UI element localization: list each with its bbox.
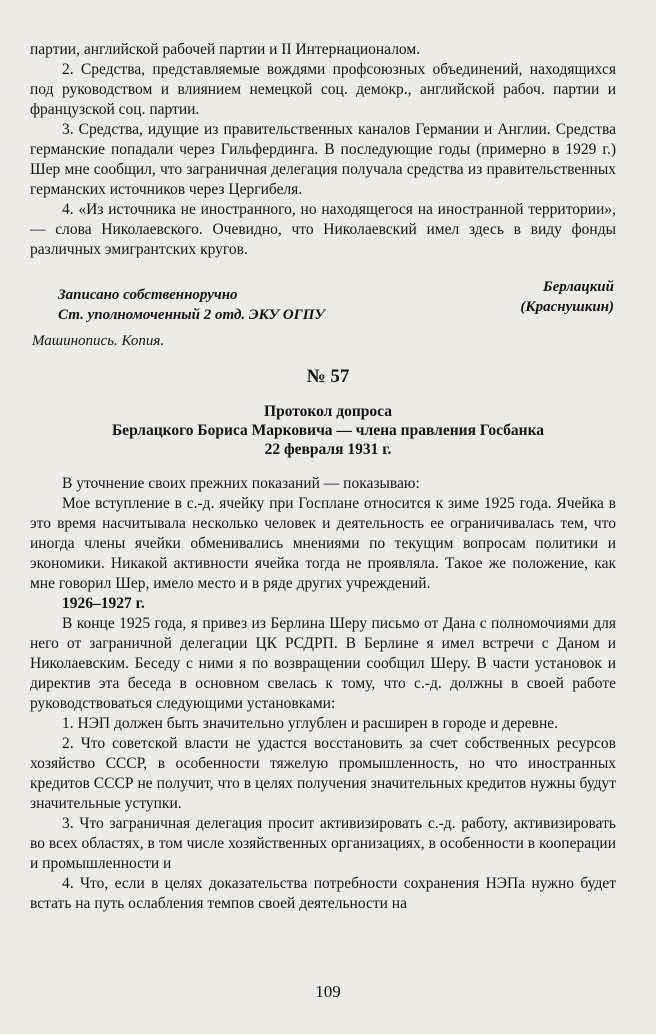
- signature-alias: (Краснушкин): [520, 299, 614, 315]
- paragraph: 4. Что, если в целях доказательства потребности сохранения НЭПа нужно будет встать на путь ослабления темпов своей деятельности на: [30, 875, 616, 912]
- title-line2: Берлацкого Бориса Марковича — члена правления Госбанка: [111, 422, 545, 439]
- period-subheading: 1926–1927 г.: [62, 595, 145, 612]
- body-text-block: [30, 474, 616, 914]
- document-title: [0, 402, 656, 459]
- paragraph: 2. Что советской власти не удастся восстановить за счет собственных ресурсов хозяйство СССР, в особенности тяжелую промышленность, но что иностранных кредитов СССР не получит, что в целях получения значительных кредитов нужны будут значительные уступки.: [30, 735, 616, 812]
- paragraph: 3. Что заграничная делегация просит активизировать с.-д. работу, активизировать во всех областях, в том числе хозяйственных организациях, в особенности в кооперации и промышленности и: [30, 815, 616, 872]
- page-number: 109: [315, 982, 341, 1001]
- signature-left: [58, 285, 325, 325]
- signature-left-line1: Записано собственноручно: [58, 287, 238, 303]
- signature-right: [520, 277, 614, 317]
- paragraph: 2. Средства, представляемые вождями профсоюзных объединений, находящихся под руководством и влиянием немецкой соц. демокр., английской рабоч. партии и французской соц. партии.: [30, 61, 616, 118]
- paragraph: 1. НЭП должен быть значительно углублен и расширен в городе и деревне.: [62, 715, 559, 732]
- paragraph: партии, английской рабочей партии и II Интернационалом.: [30, 41, 421, 58]
- paragraph: 4. «Из источника не иностранного, но находящегося на иностранной территории», — слова Николаевского. Очевидно, что Николаевский имел здесь в виду фонды различных эмигрантских кругов.: [30, 201, 616, 258]
- title-line1: Протокол допроса: [264, 403, 392, 420]
- paragraph: Мое вступление в с.-д. ячейку при Госплане относится к зиме 1925 года. Ячейка в это время насчитывала несколько человек и деятельность ее ограничивалась тем, что иногда члены ячейки обменивались мнениями по текущим вопросам политики и экономики. Никакой активности ячейка тогда не проявляла. Такое же положение, как мне говорил Шер, имело место и в ряде других учреждений.: [30, 495, 616, 592]
- typescript-note: Машинопись. Копия.: [32, 333, 165, 349]
- top-text-block: [30, 40, 616, 260]
- title-line3: 22 февраля 1931 г.: [264, 441, 392, 458]
- document-number: № 57: [306, 366, 350, 387]
- paragraph: В конце 1925 года, я привез из Берлина Шеру письмо от Дана с полномочиями для него от заграничной делегации ЦК РСДРП. В Берлине я имел встречи с Даном и Николаевским. Беседу с ними я по возвращении сообщил Шеру. В части установок и директив эта беседа в основном свелась к тому, что с.-д. должны в своей работе руководствоваться следующими установками:: [30, 615, 616, 712]
- signature-left-line2: Ст. уполномоченный 2 отд. ЭКУ ОГПУ: [58, 307, 325, 323]
- signature-name: Берлацкий: [543, 279, 614, 295]
- paragraph: 3. Средства, идущие из правительственных каналов Германии и Англии. Средства германские попадали через Гильфердинга. В последующие годы (примерно в 1929 г.) Шер мне сообщил, что заграничная делегация получала средства из правительственных германских источников через Цергибеля.: [30, 121, 616, 198]
- paragraph: В уточнение своих прежних показаний — показываю:: [62, 475, 420, 492]
